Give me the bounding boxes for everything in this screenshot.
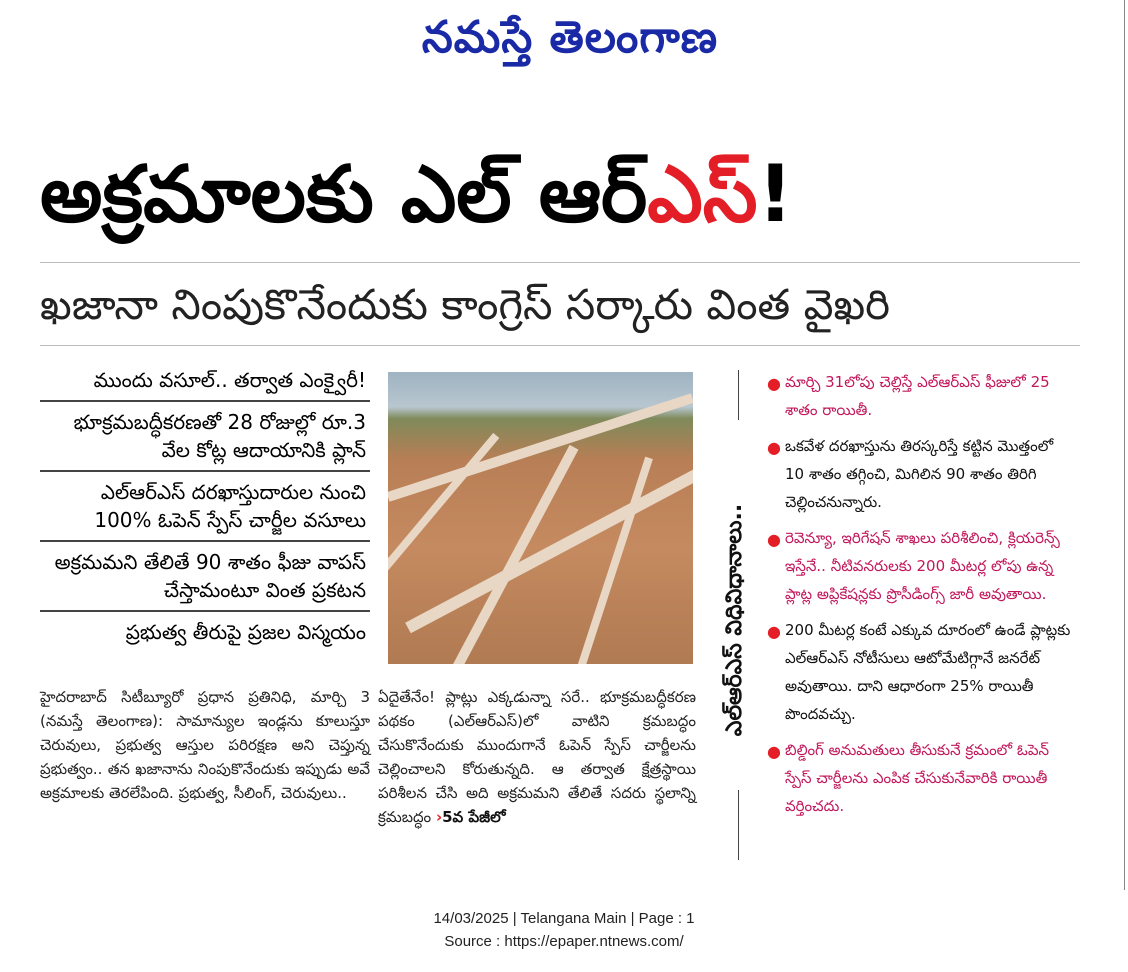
footer-date-line: 14/03/2025 | Telangana Main | Page : 1: [433, 910, 695, 927]
side-label: [712, 380, 762, 860]
bullet-item: [765, 732, 1075, 824]
article-body-text: ఏదైతేనేం! ప్లాట్లు ఎక్కడున్నా సరే.. భూక్రమబద్ధీకరణ పథకం (ఎల్ఆర్ఎస్)లో వాటిని క్రమబద్ధం చేసుకొనేందుకు ముందుగానే ఓపెన్ స్పేస్ చార్జీలను చెల్లించాలని కోరుతున్నది. ఆ తర్వాత క్షేత్రస్థాయి పరిశీలన చేసి అది అక్రమమని తేలితే సదరు స్థలాన్ని క్రమబద్ధం: [378, 688, 696, 826]
divider: [40, 345, 1080, 346]
bullet-text: ఒకవేళ దరఖాస్తును తిరస్కరిస్తే కట్టిన మొత్తంలో 10 శాతం తగ్గించి, మిగిలిన 90 శాతం తిరిగి చెల్లించనున్నారు.: [785, 437, 1054, 511]
bullet-dot-icon: ●: [767, 622, 781, 641]
continued-link[interactable]: [436, 808, 506, 826]
headline-part3: !: [757, 150, 794, 240]
side-label-text: ఎల్ఆర్ఎస్ విధివిధానాలు..: [722, 503, 747, 737]
bullet-item: [765, 428, 1075, 520]
bullet-item: [765, 364, 1075, 428]
divider: [40, 262, 1080, 263]
kicker-line: అక్రమమని తేలితే 90 శాతం ఫీజు వాపస్ చేస్తామంటూ వింత ప్రకటన: [40, 542, 370, 612]
footer-source-line: Source : https://epaper.ntnews.com/: [444, 933, 684, 950]
article-body-col2: [378, 685, 696, 829]
aerial-plots-photo: [388, 372, 693, 664]
newspaper-masthead: నమస్తే తెలంగాణ: [421, 12, 719, 63]
headline-part2: ఎస్: [647, 150, 758, 240]
bullet-text: మార్చి 31లోపు చెల్లిస్తే ఎల్ఆర్ఎస్ ఫీజులో 25 శాతం రాయితీ.: [785, 373, 1050, 419]
headline: [40, 140, 1080, 250]
continue-arrow-icon: ›: [435, 808, 443, 826]
kicker-line: భూక్రమబద్ధీకరణతో 28 రోజుల్లో రూ.3 వేల కోట్ల ఆదాయానికి ప్లాన్: [40, 402, 370, 472]
continued-label: 5వ పేజీలో: [442, 808, 506, 826]
kicker-list: [40, 360, 370, 652]
side-divider: [738, 790, 739, 860]
kicker-line: ముందు వసూల్.. తర్వాత ఎంక్వైరీ!: [40, 360, 370, 402]
kicker-line: ఎల్ఆర్ఎస్ దరఖాస్తుదారుల నుంచి 100% ఓపెన్ స్పేస్ చార్జీల వసూలు: [40, 472, 370, 542]
bullet-dot-icon: ●: [767, 374, 781, 393]
bullet-dot-icon: ●: [767, 742, 781, 761]
bullet-dot-icon: ●: [767, 530, 781, 549]
article-body-col1: హైదరాబాద్ సిటీబ్యూరో ప్రధాన ప్రతినిధి, మార్చి 3 (నమస్తే తెలంగాణ): సామాన్యుల ఇండ్లను కూలుస్తూ చెరువులు, ప్రభుత్వ ఆస్తుల పరిరక్షణ అని చెప్తున్న ప్రభుత్వం.. తన ఖజానాను నింపుకొనేందుకు ఇప్పుడు అవే అక్రమాలకు తెరలేపింది. ప్రభుత్వ, సీలింగ్, చెరువులు..: [40, 688, 370, 802]
subheadline: ఖజానా నింపుకొనేందుకు కాంగ్రెస్ సర్కారు వింత వైఖరి: [40, 280, 891, 329]
kicker-line: ప్రభుత్వ తీరుపై ప్రజల విస్మయం: [125, 620, 366, 644]
bullet-dot-icon: ●: [767, 438, 781, 457]
bullet-text: బిల్డింగ్ అనుమతులు తీసుకునే క్రమంలో ఓపెన్ స్పేస్ చార్జీలను ఎంపిక చేసుకునేవారికి రాయితీ వర్తించదు.: [785, 741, 1050, 815]
bullet-list: [765, 364, 1075, 824]
bullet-text: రెవెన్యూ, ఇరిగేషన్ శాఖలు పరిశీలించి, క్లియరెన్స్ ఇస్తేనే.. నీటివనరులకు 200 మీటర్ల లోపు ఉన్న ప్లాట్ల అప్లికేషన్లకు ప్రొసీడింగ్స్ జారీ అవుతాయి.: [785, 529, 1060, 603]
bullet-item: [765, 520, 1075, 612]
bullet-item: [765, 612, 1075, 732]
bullet-text: 200 మీటర్ల కంటే ఎక్కువ దూరంలో ఉండే ప్లాట్లకు ఎల్ఆర్ఎస్ నోటీసులు ఆటోమేటిగ్గానే జనరేట్ అవుతాయి. దాని ఆధారంగా 25% రాయితీ పొందవచ్చు.: [785, 621, 1071, 723]
headline-part1: అక్రమాలకు ఎల్ ఆర్: [40, 150, 648, 240]
